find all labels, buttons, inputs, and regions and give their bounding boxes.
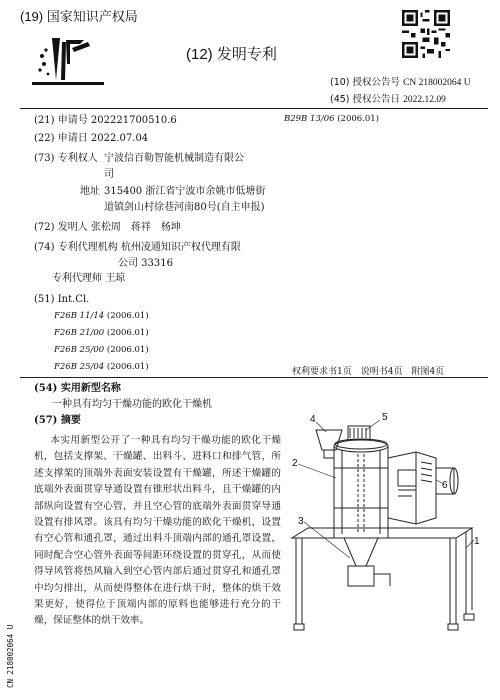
pub-no-label: (10) 授权公告号 xyxy=(330,77,401,88)
cnipa-logo xyxy=(32,34,104,88)
pub-date: 2022.12.09 xyxy=(403,95,446,105)
feed-hopper xyxy=(316,430,342,458)
title-label: (54) 实用新型名称 xyxy=(34,383,121,394)
top-cover xyxy=(335,426,387,449)
ipc-code: F26B 21/00 xyxy=(54,328,105,338)
address-line2: 道镇剑山村徐巷河南80号(自主申报) xyxy=(104,202,265,213)
address-label: 地址 xyxy=(80,186,100,197)
document-type: (12) 发明专利 xyxy=(186,46,277,63)
ipc-code: F26B 25/00 xyxy=(54,345,105,355)
patent-office-name: (19) 国家知识产权局 xyxy=(20,9,138,24)
ipc-version: (2006.01) xyxy=(106,328,149,338)
label-5: 5 xyxy=(382,412,388,423)
main-ipc-code: B29B 13/06 xyxy=(284,114,335,124)
int-cl-label: (51) Int.Cl. xyxy=(34,294,90,305)
address-line1: 315400 浙江省宁波市余姚市低塘街 xyxy=(104,186,266,197)
ipc-version: (2006.01) xyxy=(106,311,149,321)
patentee-line2: 司 xyxy=(104,169,114,180)
agency-line2: 公司 33316 xyxy=(118,258,173,269)
ipc-version: (2006.01) xyxy=(106,345,149,355)
abstract-text: 本实用新型公开了一种具有均匀干燥功能的欧化干燥机，包括支撑架、干燥罐、出料斗、进料口和排气管，所述支撑架的顶端外表面安装设置有干燥罐，所述干燥罐的底端外表面贯穿导通设置有锥形状出料斗，且干燥罐的内部纵向设置有空心管，并且空心管的底端外表面贯穿导通设置有排风罩。该具有均匀干燥功能的欧化干燥机，设置有空心管和通孔罩，通过出料斗顶端内部的通孔罩设置，同时配合空心管外表面等间距环绕设置的贯穿孔，从而使得导风管将热风输入到空心管内部后通过贯穿孔和通孔罩中均匀排出，从而使得整体在进行烘干时，整体的烘干效果更好，使得位于顶端内部的原料也能够进行充分的干燥，保证整体的烘干效率。 xyxy=(34,435,281,627)
app-no: 202221700510.6 xyxy=(90,115,177,126)
page-counts: 权利要求书1页 说明书4页 附图4页 xyxy=(292,367,445,377)
agency-line1: 杭州凌通知识产权代理有限 xyxy=(120,242,241,253)
pub-no: CN 218002064 U xyxy=(403,78,471,88)
app-no-label: (21) 申请号 xyxy=(34,115,88,126)
dryer-drawing xyxy=(286,398,486,648)
label-6: 6 xyxy=(442,480,448,491)
agent: 王琼 xyxy=(105,273,126,284)
support-frame xyxy=(292,528,474,630)
app-date-label: (22) 申请日 xyxy=(34,133,88,144)
utility-model-title: 一种具有均匀干燥功能的欧化干燥机 xyxy=(52,399,212,410)
pub-date-label: (45) 授权公告日 xyxy=(330,94,401,105)
app-date: 2022.07.04 xyxy=(90,133,149,144)
patentee-line1: 宁波信百勒智能机械制造有限公 xyxy=(104,153,244,164)
label-3: 3 xyxy=(298,516,304,527)
qr-code[interactable] xyxy=(402,10,450,58)
control-box xyxy=(388,452,436,524)
agent-label: 专利代理师 xyxy=(52,273,102,284)
patentee-label: (73) 专利权人 xyxy=(34,153,98,164)
inventors: 张松周 蒋祥 杨坤 xyxy=(90,222,181,233)
side-doc-number: CN 218002064 U xyxy=(6,624,15,688)
drying-tank xyxy=(334,440,388,538)
header-divider xyxy=(20,108,488,109)
main-ipc-version: (2006.01) xyxy=(337,114,380,124)
ipc-version: (2006.01) xyxy=(106,362,149,372)
ipc-code: F26B 11/14 xyxy=(54,311,105,321)
agency-label: (74) 专利代理机构 xyxy=(34,242,118,253)
label-2: 2 xyxy=(292,458,298,469)
label-4: 4 xyxy=(310,414,316,425)
inventors-label: (72) 发明人 xyxy=(34,222,88,233)
discharge-hopper xyxy=(344,538,390,586)
biblio-divider xyxy=(20,377,488,378)
abstract-label: (57) 摘要 xyxy=(34,415,81,426)
ipc-code: F26B 25/04 xyxy=(54,362,105,372)
label-1: 1 xyxy=(474,536,480,547)
